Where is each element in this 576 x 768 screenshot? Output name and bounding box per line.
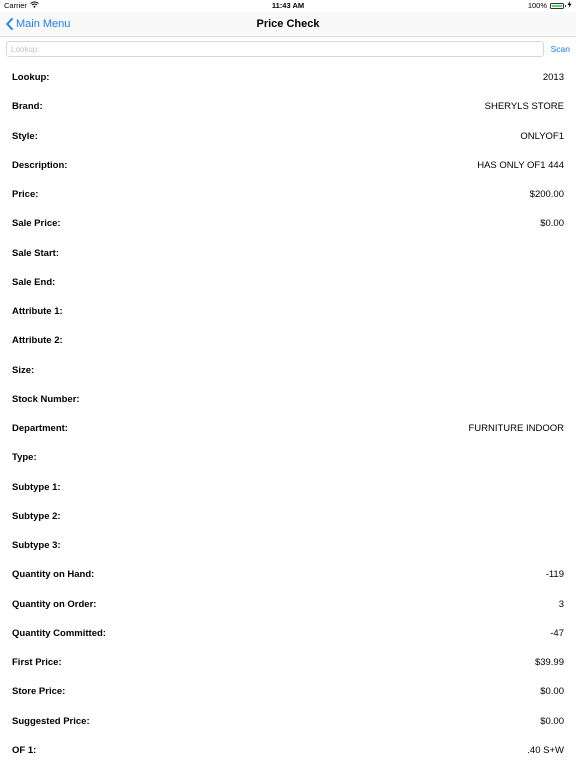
- field-label: Attribute 2:: [12, 335, 63, 347]
- battery-icon: [550, 3, 564, 9]
- field-value: $200.00: [529, 189, 564, 200]
- search-row: [0, 37, 576, 63]
- field-label: Style:: [12, 130, 38, 142]
- field-value: $0.00: [540, 686, 564, 698]
- field-row: [0, 502, 576, 531]
- field-value: -47: [550, 627, 564, 639]
- field-row: [0, 122, 576, 151]
- field-row: [0, 531, 576, 560]
- field-value: HAS ONLY OF1 444: [477, 159, 564, 171]
- field-label: Sale Start:: [12, 247, 59, 259]
- field-row: [0, 356, 576, 385]
- field-value: $0.00: [540, 218, 564, 230]
- field-label: Subtype 2:: [12, 510, 61, 522]
- field-label: Description:: [12, 159, 68, 171]
- field-row: [0, 414, 576, 443]
- field-label: Sale End:: [12, 276, 56, 288]
- field-label: Quantity on Hand:: [12, 569, 95, 581]
- field-label: First Price:: [12, 657, 62, 668]
- status-time: 11:43 AM: [271, 1, 305, 10]
- price-details-list: [0, 63, 576, 765]
- field-row: [0, 180, 576, 209]
- field-row: [0, 648, 576, 677]
- field-label: Store Price:: [12, 686, 66, 698]
- field-value: .40 S+W: [527, 744, 564, 756]
- field-value: 3: [558, 598, 564, 610]
- carrier-label: Carrier: [4, 1, 27, 10]
- field-row: [0, 268, 576, 297]
- field-row: [0, 63, 576, 92]
- field-row: [0, 209, 576, 238]
- field-label: Attribute 1:: [12, 306, 63, 317]
- field-row: [0, 677, 576, 706]
- field-label: Lookup:: [12, 72, 50, 83]
- field-row: [0, 151, 576, 180]
- field-label: Subtype 1:: [12, 481, 61, 493]
- field-row: [0, 707, 576, 736]
- back-button-label: Main Menu: [16, 18, 71, 30]
- field-label: Brand:: [12, 101, 43, 113]
- lookup-input[interactable]: [6, 41, 544, 57]
- field-value: ONLYOF1: [520, 130, 564, 142]
- page-title: Price Check: [256, 18, 320, 30]
- status-bar: [0, 0, 576, 12]
- field-row: [0, 473, 576, 502]
- field-value: FURNITURE INDOOR: [468, 423, 564, 434]
- field-label: Quantity on Order:: [12, 598, 97, 610]
- field-row: [0, 619, 576, 648]
- field-row: [0, 560, 576, 589]
- status-right: [528, 0, 572, 12]
- field-value: 2013: [542, 72, 564, 83]
- field-label: OF 1:: [12, 744, 37, 756]
- charging-icon: [567, 0, 572, 12]
- field-value: $0.00: [540, 715, 564, 727]
- field-value: $39.99: [534, 657, 564, 668]
- field-row: [0, 385, 576, 414]
- field-label: Stock Number:: [12, 393, 80, 405]
- field-label: Size:: [12, 364, 35, 376]
- field-row: [0, 326, 576, 355]
- field-row: [0, 239, 576, 268]
- field-value: SHERYLS STORE: [484, 101, 564, 113]
- field-label: Sale Price:: [12, 218, 61, 230]
- field-label: Quantity Committed:: [12, 627, 106, 639]
- field-row: [0, 297, 576, 326]
- field-label: Price:: [12, 189, 39, 200]
- field-value: -119: [545, 569, 564, 581]
- battery-percent: 100%: [527, 1, 547, 10]
- field-row: [0, 92, 576, 121]
- field-label: Type:: [12, 452, 37, 464]
- scan-button[interactable]: Scan: [550, 44, 570, 54]
- field-row: [0, 736, 576, 765]
- field-row: [0, 590, 576, 619]
- field-label: Subtype 3:: [12, 540, 61, 551]
- field-label: Department:: [12, 423, 68, 434]
- navigation-bar: [0, 12, 576, 37]
- field-label: Suggested Price:: [12, 715, 90, 727]
- field-row: [0, 443, 576, 472]
